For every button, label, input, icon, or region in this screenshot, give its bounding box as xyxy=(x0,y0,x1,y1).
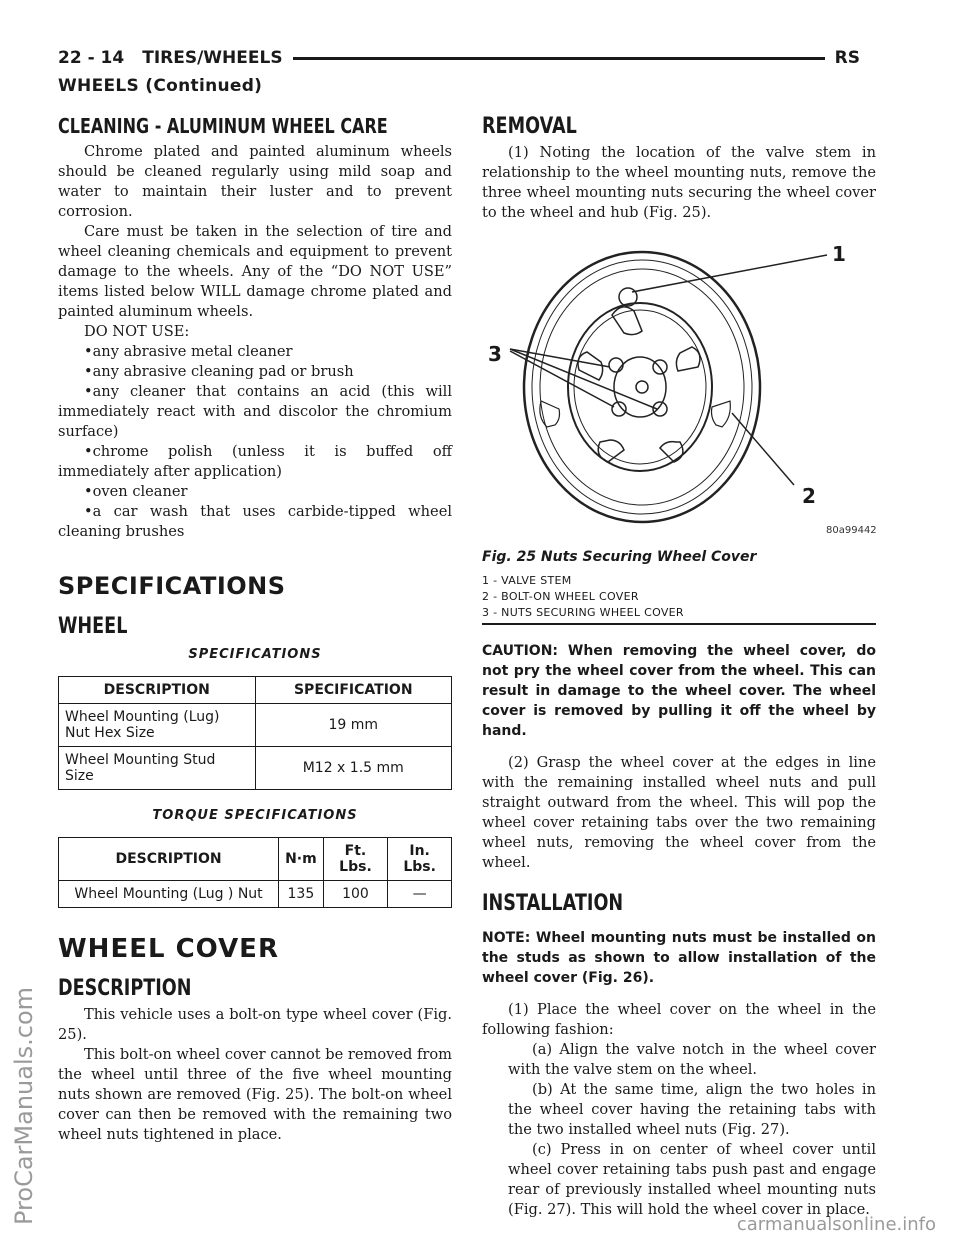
description-heading: DESCRIPTION xyxy=(58,976,192,1001)
table-cell: 19 mm xyxy=(255,704,452,747)
paragraph: (1) Noting the location of the valve stem in relationship to the wheel mounting nuts, remove the three wheel mounting nuts securing the wheel cover to the wheel and hub (Fig. 25). xyxy=(482,144,876,221)
specifications-heading: SPECIFICATIONS xyxy=(58,572,286,600)
list-item: (a) Align the valve notch in the wheel cover with the valve stem on the wheel. xyxy=(508,1041,876,1078)
callout-3: 3 xyxy=(488,342,502,366)
list-item: (b) At the same time, align the two holes in the wheel cover having the retaining tabs with the two installed wheel nuts (Fig. 27). xyxy=(508,1081,876,1138)
wheel-cover-heading: WHEEL COVER xyxy=(58,934,279,964)
model-code: RS xyxy=(834,48,860,68)
note-text: NOTE: Wheel mounting nuts must be installed on the studs as shown to allow installation of the wheel cover (Fig. 26). xyxy=(482,930,876,986)
table-row xyxy=(59,747,452,790)
list-item: •any cleaner that contains an acid (this will immediately react with and discolor the chromium surface) xyxy=(58,383,452,440)
spec-table-title: SPECIFICATIONS xyxy=(188,647,322,662)
table-row xyxy=(59,881,452,908)
right-column xyxy=(482,110,876,1220)
figure-wheel-cover xyxy=(482,237,876,537)
table-cell: Wheel Mounting (Lug ) Nut xyxy=(59,881,279,908)
footer-url: carmanualsonline.info xyxy=(736,1214,936,1235)
column-header: In. Lbs. xyxy=(388,838,452,881)
section-title: TIRES/WHEELS xyxy=(142,48,283,68)
bullet-list xyxy=(58,342,452,542)
table-row xyxy=(59,704,452,747)
removal-heading: REMOVAL xyxy=(482,114,577,139)
legend-item: 3 - NUTS SECURING WHEEL COVER xyxy=(482,606,684,619)
paragraph: (1) Place the wheel cover on the wheel in the following fashion: xyxy=(482,1001,876,1038)
watermark: ProCarManuals.com xyxy=(10,986,38,1225)
table-cell: 100 xyxy=(323,881,388,908)
spec-table xyxy=(58,676,452,790)
figure-legend xyxy=(482,573,876,625)
torque-table-title: TORQUE SPECIFICATIONS xyxy=(152,808,358,823)
table-cell: 135 xyxy=(279,881,324,908)
paragraph: This vehicle uses a bolt-on type wheel cover (Fig. 25). xyxy=(58,1006,452,1043)
figure-id-code: 80a99442 xyxy=(826,525,876,536)
page-header xyxy=(58,44,876,72)
do-not-use-label: DO NOT USE: xyxy=(84,323,190,340)
column-header: N·m xyxy=(279,838,324,881)
list-item: •oven cleaner xyxy=(84,483,188,500)
table-header-row xyxy=(59,838,452,881)
paragraph: This bolt-on wheel cover cannot be removed from the wheel until three of the five wheel mounting nuts shown are removed (Fig. 25). The bolt-on wheel cover can then be removed with the remaining two wheel nuts tightened in place. xyxy=(58,1046,452,1143)
list-item: •any abrasive cleaning pad or brush xyxy=(84,363,354,380)
table-cell: — xyxy=(388,881,452,908)
column-header: SPECIFICATION xyxy=(255,677,452,704)
list-item: •any abrasive metal cleaner xyxy=(84,343,293,360)
page-number: 22 - 14 xyxy=(58,48,125,68)
table-cell: M12 x 1.5 mm xyxy=(255,747,452,790)
left-column xyxy=(58,110,452,1145)
caution-text: CAUTION: When removing the wheel cover, do not pry the wheel cover from the wheel. This can result in damage to the wheel cover. The wheel cover is removed by pulling it off the wheel by hand. xyxy=(482,643,876,739)
paragraph: (2) Grasp the wheel cover at the edges in line with the remaining installed wheel nuts and pull straight outward from the wheel. This will pop the wheel cover retaining tabs over the two remaining wheel nuts, removing the wheel cover from the wheel. xyxy=(482,754,876,871)
legend-item: 2 - BOLT-ON WHEEL COVER xyxy=(482,590,639,603)
header-rule xyxy=(293,57,825,60)
table-header-row xyxy=(59,677,452,704)
table-cell: Wheel Mounting Stud Size xyxy=(59,747,256,790)
list-item: •chrome polish (unless it is buffed off immediately after application) xyxy=(58,443,452,480)
column-header: Ft. Lbs. xyxy=(323,838,388,881)
torque-table xyxy=(58,837,452,908)
paragraph: Chrome plated and painted aluminum wheels should be cleaned regularly using mild soap and water to maintain their luster and to prevent corrosion. xyxy=(58,143,452,220)
callout-2: 2 xyxy=(802,484,816,508)
continued-heading: WHEELS (Continued) xyxy=(58,76,263,96)
callout-1: 1 xyxy=(832,242,846,266)
installation-heading: INSTALLATION xyxy=(482,891,624,916)
list-item: •a car wash that uses carbide-tipped wheel cleaning brushes xyxy=(58,503,452,540)
sub-step-list xyxy=(482,1040,876,1220)
table-cell: Wheel Mounting (Lug) Nut Hex Size xyxy=(59,704,256,747)
wheel-cover-illustration xyxy=(482,237,876,537)
legend-item: 1 - VALVE STEM xyxy=(482,574,572,587)
column-header: DESCRIPTION xyxy=(59,838,279,881)
cleaning-heading: CLEANING - ALUMINUM WHEEL CARE xyxy=(58,114,388,138)
list-item: (c) Press in on center of wheel cover until wheel cover retaining tabs push past and engage rear of previously installed wheel mounting nuts (Fig. 27). This will hold the wheel cover in place. xyxy=(508,1141,876,1218)
wheel-heading: WHEEL xyxy=(58,614,128,639)
column-header: DESCRIPTION xyxy=(59,677,256,704)
figure-caption: Fig. 25 Nuts Securing Wheel Cover xyxy=(482,549,757,565)
paragraph: Care must be taken in the selection of tire and wheel cleaning chemicals and equipment to prevent damage to the wheels. Any of the “DO NOT USE” items listed below WILL damage chrome plated and painted aluminum wheels. xyxy=(58,223,452,320)
